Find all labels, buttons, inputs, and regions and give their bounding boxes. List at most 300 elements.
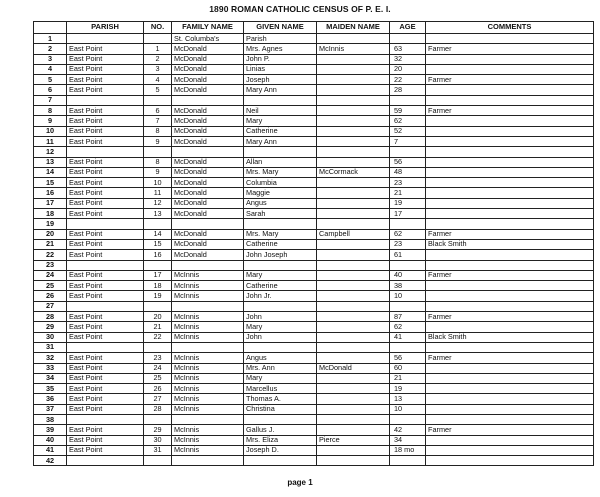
maiden-name-cell: Pierce bbox=[317, 435, 390, 445]
household-no-cell: 8 bbox=[144, 157, 172, 167]
family-name-cell: St. Columba's bbox=[172, 34, 244, 44]
parish-cell bbox=[67, 147, 144, 157]
table-row bbox=[34, 44, 594, 54]
row-number-cell: 24 bbox=[34, 270, 67, 280]
given-name-cell: Christina bbox=[244, 404, 317, 414]
maiden-name-cell: Campbell bbox=[317, 229, 390, 239]
family-name-cell: McDonald bbox=[172, 239, 244, 249]
comments-cell bbox=[426, 198, 594, 208]
comments-cell bbox=[426, 394, 594, 404]
parish-cell: East Point bbox=[67, 425, 144, 435]
age-cell: 10 bbox=[390, 291, 426, 301]
table-row bbox=[34, 178, 594, 188]
age-cell bbox=[390, 147, 426, 157]
household-no-cell bbox=[144, 34, 172, 44]
table-row bbox=[34, 219, 594, 229]
family-name-cell bbox=[172, 301, 244, 311]
age-cell: 63 bbox=[390, 44, 426, 54]
maiden-name-cell: McInnis bbox=[317, 44, 390, 54]
parish-cell: East Point bbox=[67, 64, 144, 74]
row-number-cell: 35 bbox=[34, 384, 67, 394]
family-name-cell: McDonald bbox=[172, 64, 244, 74]
comments-cell bbox=[426, 250, 594, 260]
family-name-cell: McInnis bbox=[172, 445, 244, 455]
comments-cell bbox=[426, 178, 594, 188]
maiden-name-cell bbox=[317, 281, 390, 291]
family-name-cell: McDonald bbox=[172, 157, 244, 167]
parish-cell: East Point bbox=[67, 250, 144, 260]
given-name-cell: John bbox=[244, 332, 317, 342]
row-number-cell: 5 bbox=[34, 75, 67, 85]
comments-cell bbox=[426, 384, 594, 394]
maiden-name-cell bbox=[317, 188, 390, 198]
maiden-name-cell bbox=[317, 209, 390, 219]
column-header-no: NO. bbox=[144, 22, 172, 34]
age-cell: 28 bbox=[390, 85, 426, 95]
given-name-cell bbox=[244, 342, 317, 352]
household-no-cell: 25 bbox=[144, 373, 172, 383]
parish-cell: East Point bbox=[67, 106, 144, 116]
given-name-cell: Mrs. Agnes bbox=[244, 44, 317, 54]
maiden-name-cell bbox=[317, 126, 390, 136]
row-number-cell: 36 bbox=[34, 394, 67, 404]
maiden-name-cell bbox=[317, 64, 390, 74]
comments-cell bbox=[426, 445, 594, 455]
comments-cell bbox=[426, 281, 594, 291]
given-name-cell: Catherine bbox=[244, 126, 317, 136]
given-name-cell: Mary bbox=[244, 322, 317, 332]
parish-cell bbox=[67, 34, 144, 44]
comments-cell bbox=[426, 301, 594, 311]
family-name-cell: McInnis bbox=[172, 312, 244, 322]
maiden-name-cell bbox=[317, 147, 390, 157]
table-row bbox=[34, 312, 594, 322]
family-name-cell: McInnis bbox=[172, 425, 244, 435]
family-name-cell bbox=[172, 95, 244, 105]
household-no-cell: 7 bbox=[144, 116, 172, 126]
parish-cell bbox=[67, 301, 144, 311]
maiden-name-cell bbox=[317, 136, 390, 146]
table-row bbox=[34, 332, 594, 342]
family-name-cell bbox=[172, 260, 244, 270]
age-cell bbox=[390, 260, 426, 270]
comments-cell bbox=[426, 95, 594, 105]
row-number-cell: 41 bbox=[34, 445, 67, 455]
table-row bbox=[34, 116, 594, 126]
row-number-cell: 29 bbox=[34, 322, 67, 332]
age-cell: 62 bbox=[390, 229, 426, 239]
maiden-name-cell bbox=[317, 332, 390, 342]
parish-cell: East Point bbox=[67, 270, 144, 280]
household-no-cell: 27 bbox=[144, 394, 172, 404]
parish-cell: East Point bbox=[67, 291, 144, 301]
table-row bbox=[34, 353, 594, 363]
given-name-cell: Catherine bbox=[244, 239, 317, 249]
parish-cell: East Point bbox=[67, 404, 144, 414]
household-no-cell: 10 bbox=[144, 178, 172, 188]
given-name-cell bbox=[244, 414, 317, 424]
row-number-cell: 21 bbox=[34, 239, 67, 249]
parish-cell: East Point bbox=[67, 435, 144, 445]
given-name-cell: John Jr. bbox=[244, 291, 317, 301]
given-name-cell: Mrs. Eliza bbox=[244, 435, 317, 445]
household-no-cell: 23 bbox=[144, 353, 172, 363]
household-no-cell bbox=[144, 342, 172, 352]
parish-cell: East Point bbox=[67, 209, 144, 219]
comments-cell bbox=[426, 291, 594, 301]
age-cell: 60 bbox=[390, 363, 426, 373]
parish-cell: East Point bbox=[67, 188, 144, 198]
row-number-cell: 14 bbox=[34, 167, 67, 177]
comments-cell: Farmer bbox=[426, 353, 594, 363]
age-cell bbox=[390, 301, 426, 311]
age-cell: 62 bbox=[390, 116, 426, 126]
row-number-cell: 19 bbox=[34, 219, 67, 229]
household-no-cell: 9 bbox=[144, 136, 172, 146]
given-name-cell: John bbox=[244, 312, 317, 322]
row-number-cell: 7 bbox=[34, 95, 67, 105]
census-table-body bbox=[34, 34, 594, 466]
given-name-cell: Maggie bbox=[244, 188, 317, 198]
maiden-name-cell bbox=[317, 353, 390, 363]
family-name-cell: McDonald bbox=[172, 229, 244, 239]
family-name-cell bbox=[172, 456, 244, 466]
comments-cell bbox=[426, 188, 594, 198]
row-number-cell: 15 bbox=[34, 178, 67, 188]
parish-cell: East Point bbox=[67, 75, 144, 85]
maiden-name-cell bbox=[317, 414, 390, 424]
household-no-cell: 2 bbox=[144, 54, 172, 64]
family-name-cell: McDonald bbox=[172, 167, 244, 177]
family-name-cell: McInnis bbox=[172, 353, 244, 363]
given-name-cell: Catherine bbox=[244, 281, 317, 291]
comments-cell bbox=[426, 126, 594, 136]
family-name-cell: McDonald bbox=[172, 209, 244, 219]
household-no-cell: 31 bbox=[144, 445, 172, 455]
household-no-cell: 4 bbox=[144, 75, 172, 85]
age-cell: 38 bbox=[390, 281, 426, 291]
household-no-cell: 24 bbox=[144, 363, 172, 373]
maiden-name-cell: McCormack bbox=[317, 167, 390, 177]
given-name-cell bbox=[244, 147, 317, 157]
age-cell bbox=[390, 342, 426, 352]
column-header-maiden-name: MAIDEN NAME bbox=[317, 22, 390, 34]
maiden-name-cell bbox=[317, 445, 390, 455]
parish-cell: East Point bbox=[67, 373, 144, 383]
household-no-cell bbox=[144, 95, 172, 105]
parish-cell: East Point bbox=[67, 312, 144, 322]
row-number-cell: 30 bbox=[34, 332, 67, 342]
maiden-name-cell bbox=[317, 425, 390, 435]
parish-cell bbox=[67, 456, 144, 466]
family-name-cell: McDonald bbox=[172, 85, 244, 95]
table-row bbox=[34, 209, 594, 219]
household-no-cell: 22 bbox=[144, 332, 172, 342]
table-row bbox=[34, 136, 594, 146]
table-row bbox=[34, 394, 594, 404]
row-number-cell: 16 bbox=[34, 188, 67, 198]
age-cell: 87 bbox=[390, 312, 426, 322]
household-no-cell: 26 bbox=[144, 384, 172, 394]
given-name-cell bbox=[244, 260, 317, 270]
age-cell: 41 bbox=[390, 332, 426, 342]
table-header-row bbox=[34, 22, 594, 34]
row-number-cell: 39 bbox=[34, 425, 67, 435]
given-name-cell: Mary Ann bbox=[244, 85, 317, 95]
table-row bbox=[34, 188, 594, 198]
family-name-cell: McInnis bbox=[172, 363, 244, 373]
parish-cell: East Point bbox=[67, 384, 144, 394]
table-row bbox=[34, 95, 594, 105]
table-row bbox=[34, 157, 594, 167]
parish-cell: East Point bbox=[67, 85, 144, 95]
parish-cell bbox=[67, 342, 144, 352]
given-name-cell: Parish bbox=[244, 34, 317, 44]
household-no-cell: 28 bbox=[144, 404, 172, 414]
parish-cell bbox=[67, 260, 144, 270]
given-name-cell: Mrs. Ann bbox=[244, 363, 317, 373]
row-number-cell: 10 bbox=[34, 126, 67, 136]
family-name-cell: McDonald bbox=[172, 178, 244, 188]
comments-cell bbox=[426, 342, 594, 352]
parish-cell: East Point bbox=[67, 178, 144, 188]
family-name-cell: McInnis bbox=[172, 404, 244, 414]
parish-cell: East Point bbox=[67, 167, 144, 177]
page-number: page 1 bbox=[287, 478, 313, 487]
age-cell: 32 bbox=[390, 54, 426, 64]
household-no-cell: 20 bbox=[144, 312, 172, 322]
parish-cell: East Point bbox=[67, 363, 144, 373]
parish-cell: East Point bbox=[67, 445, 144, 455]
family-name-cell bbox=[172, 414, 244, 424]
family-name-cell bbox=[172, 147, 244, 157]
family-name-cell: McInnis bbox=[172, 394, 244, 404]
row-number-cell: 1 bbox=[34, 34, 67, 44]
household-no-cell: 6 bbox=[144, 106, 172, 116]
maiden-name-cell bbox=[317, 270, 390, 280]
parish-cell bbox=[67, 219, 144, 229]
table-row bbox=[34, 126, 594, 136]
table-row bbox=[34, 414, 594, 424]
row-number-cell: 34 bbox=[34, 373, 67, 383]
household-no-cell bbox=[144, 456, 172, 466]
given-name-cell bbox=[244, 219, 317, 229]
comments-cell bbox=[426, 116, 594, 126]
column-header-parish: PARISH bbox=[67, 22, 144, 34]
parish-cell: East Point bbox=[67, 44, 144, 54]
given-name-cell: Marcellus bbox=[244, 384, 317, 394]
family-name-cell: McDonald bbox=[172, 44, 244, 54]
table-row bbox=[34, 167, 594, 177]
given-name-cell: Mary bbox=[244, 373, 317, 383]
maiden-name-cell bbox=[317, 404, 390, 414]
household-no-cell bbox=[144, 147, 172, 157]
table-row bbox=[34, 198, 594, 208]
row-number-cell: 13 bbox=[34, 157, 67, 167]
parish-cell bbox=[67, 414, 144, 424]
given-name-cell: Sarah bbox=[244, 209, 317, 219]
household-no-cell: 8 bbox=[144, 126, 172, 136]
given-name-cell: Mrs. Mary bbox=[244, 167, 317, 177]
household-no-cell: 9 bbox=[144, 167, 172, 177]
row-number-cell: 28 bbox=[34, 312, 67, 322]
family-name-cell: McDonald bbox=[172, 198, 244, 208]
table-row bbox=[34, 404, 594, 414]
household-no-cell bbox=[144, 301, 172, 311]
table-row bbox=[34, 322, 594, 332]
household-no-cell: 14 bbox=[144, 229, 172, 239]
comments-cell bbox=[426, 167, 594, 177]
given-name-cell: Neil bbox=[244, 106, 317, 116]
age-cell: 23 bbox=[390, 178, 426, 188]
family-name-cell: McDonald bbox=[172, 116, 244, 126]
family-name-cell: McInnis bbox=[172, 435, 244, 445]
row-number-cell: 12 bbox=[34, 147, 67, 157]
column-header-family-name: FAMILY NAME bbox=[172, 22, 244, 34]
given-name-cell: John P. bbox=[244, 54, 317, 64]
age-cell: 19 bbox=[390, 198, 426, 208]
family-name-cell: McInnis bbox=[172, 281, 244, 291]
comments-cell bbox=[426, 435, 594, 445]
comments-cell bbox=[426, 34, 594, 44]
maiden-name-cell bbox=[317, 301, 390, 311]
table-row bbox=[34, 229, 594, 239]
table-row bbox=[34, 281, 594, 291]
parish-cell: East Point bbox=[67, 332, 144, 342]
age-cell bbox=[390, 95, 426, 105]
given-name-cell: Thomas A. bbox=[244, 394, 317, 404]
table-row bbox=[34, 85, 594, 95]
table-row bbox=[34, 363, 594, 373]
family-name-cell: McInnis bbox=[172, 332, 244, 342]
household-no-cell: 29 bbox=[144, 425, 172, 435]
household-no-cell: 15 bbox=[144, 239, 172, 249]
maiden-name-cell bbox=[317, 394, 390, 404]
row-number-cell: 8 bbox=[34, 106, 67, 116]
maiden-name-cell bbox=[317, 95, 390, 105]
age-cell: 61 bbox=[390, 250, 426, 260]
given-name-cell: Joseph bbox=[244, 75, 317, 85]
comments-cell bbox=[426, 456, 594, 466]
maiden-name-cell bbox=[317, 260, 390, 270]
parish-cell: East Point bbox=[67, 281, 144, 291]
table-row bbox=[34, 342, 594, 352]
parish-cell: East Point bbox=[67, 54, 144, 64]
comments-cell bbox=[426, 260, 594, 270]
maiden-name-cell bbox=[317, 54, 390, 64]
parish-cell bbox=[67, 95, 144, 105]
family-name-cell: McInnis bbox=[172, 270, 244, 280]
age-cell: 17 bbox=[390, 209, 426, 219]
comments-cell: Black Smith bbox=[426, 239, 594, 249]
row-number-cell: 33 bbox=[34, 363, 67, 373]
age-cell: 52 bbox=[390, 126, 426, 136]
given-name-cell: Gallus J. bbox=[244, 425, 317, 435]
row-number-cell: 9 bbox=[34, 116, 67, 126]
family-name-cell: McInnis bbox=[172, 322, 244, 332]
row-number-cell: 37 bbox=[34, 404, 67, 414]
age-cell: 22 bbox=[390, 75, 426, 85]
comments-cell bbox=[426, 136, 594, 146]
table-row bbox=[34, 34, 594, 44]
row-number-cell: 42 bbox=[34, 456, 67, 466]
given-name-cell: Mrs. Mary bbox=[244, 229, 317, 239]
maiden-name-cell bbox=[317, 219, 390, 229]
maiden-name-cell bbox=[317, 322, 390, 332]
parish-cell: East Point bbox=[67, 394, 144, 404]
parish-cell: East Point bbox=[67, 322, 144, 332]
row-number-cell: 18 bbox=[34, 209, 67, 219]
given-name-cell: Mary bbox=[244, 116, 317, 126]
comments-cell: Farmer bbox=[426, 312, 594, 322]
family-name-cell: McDonald bbox=[172, 75, 244, 85]
row-number-cell: 26 bbox=[34, 291, 67, 301]
age-cell: 34 bbox=[390, 435, 426, 445]
document-title: 1890 ROMAN CATHOLIC CENSUS OF P. E. I. bbox=[209, 4, 391, 14]
table-row bbox=[34, 75, 594, 85]
column-header-comments: COMMENTS bbox=[426, 22, 594, 34]
parish-cell: East Point bbox=[67, 157, 144, 167]
age-cell: 62 bbox=[390, 322, 426, 332]
table-row bbox=[34, 373, 594, 383]
maiden-name-cell bbox=[317, 239, 390, 249]
household-no-cell: 17 bbox=[144, 270, 172, 280]
comments-cell bbox=[426, 54, 594, 64]
table-row bbox=[34, 445, 594, 455]
comments-cell bbox=[426, 209, 594, 219]
row-number-cell: 6 bbox=[34, 85, 67, 95]
age-cell: 10 bbox=[390, 404, 426, 414]
table-row bbox=[34, 64, 594, 74]
parish-cell: East Point bbox=[67, 229, 144, 239]
comments-cell bbox=[426, 157, 594, 167]
household-no-cell: 3 bbox=[144, 64, 172, 74]
household-no-cell bbox=[144, 414, 172, 424]
household-no-cell: 19 bbox=[144, 291, 172, 301]
age-cell bbox=[390, 34, 426, 44]
comments-cell: Farmer bbox=[426, 229, 594, 239]
maiden-name-cell bbox=[317, 291, 390, 301]
comments-cell: Farmer bbox=[426, 75, 594, 85]
household-no-cell: 13 bbox=[144, 209, 172, 219]
maiden-name-cell bbox=[317, 250, 390, 260]
given-name-cell: Linias bbox=[244, 64, 317, 74]
maiden-name-cell bbox=[317, 157, 390, 167]
family-name-cell: McDonald bbox=[172, 54, 244, 64]
household-no-cell bbox=[144, 260, 172, 270]
parish-cell: East Point bbox=[67, 353, 144, 363]
comments-cell bbox=[426, 322, 594, 332]
maiden-name-cell bbox=[317, 342, 390, 352]
family-name-cell: McDonald bbox=[172, 250, 244, 260]
parish-cell: East Point bbox=[67, 136, 144, 146]
maiden-name-cell bbox=[317, 312, 390, 322]
age-cell: 23 bbox=[390, 239, 426, 249]
household-no-cell: 21 bbox=[144, 322, 172, 332]
age-cell: 56 bbox=[390, 157, 426, 167]
row-number-cell: 27 bbox=[34, 301, 67, 311]
table-row bbox=[34, 250, 594, 260]
given-name-cell: Allan bbox=[244, 157, 317, 167]
comments-cell bbox=[426, 85, 594, 95]
household-no-cell: 16 bbox=[144, 250, 172, 260]
maiden-name-cell: McDonald bbox=[317, 363, 390, 373]
comments-cell bbox=[426, 373, 594, 383]
household-no-cell: 5 bbox=[144, 85, 172, 95]
table-row bbox=[34, 260, 594, 270]
row-number-cell: 22 bbox=[34, 250, 67, 260]
comments-cell: Farmer bbox=[426, 425, 594, 435]
